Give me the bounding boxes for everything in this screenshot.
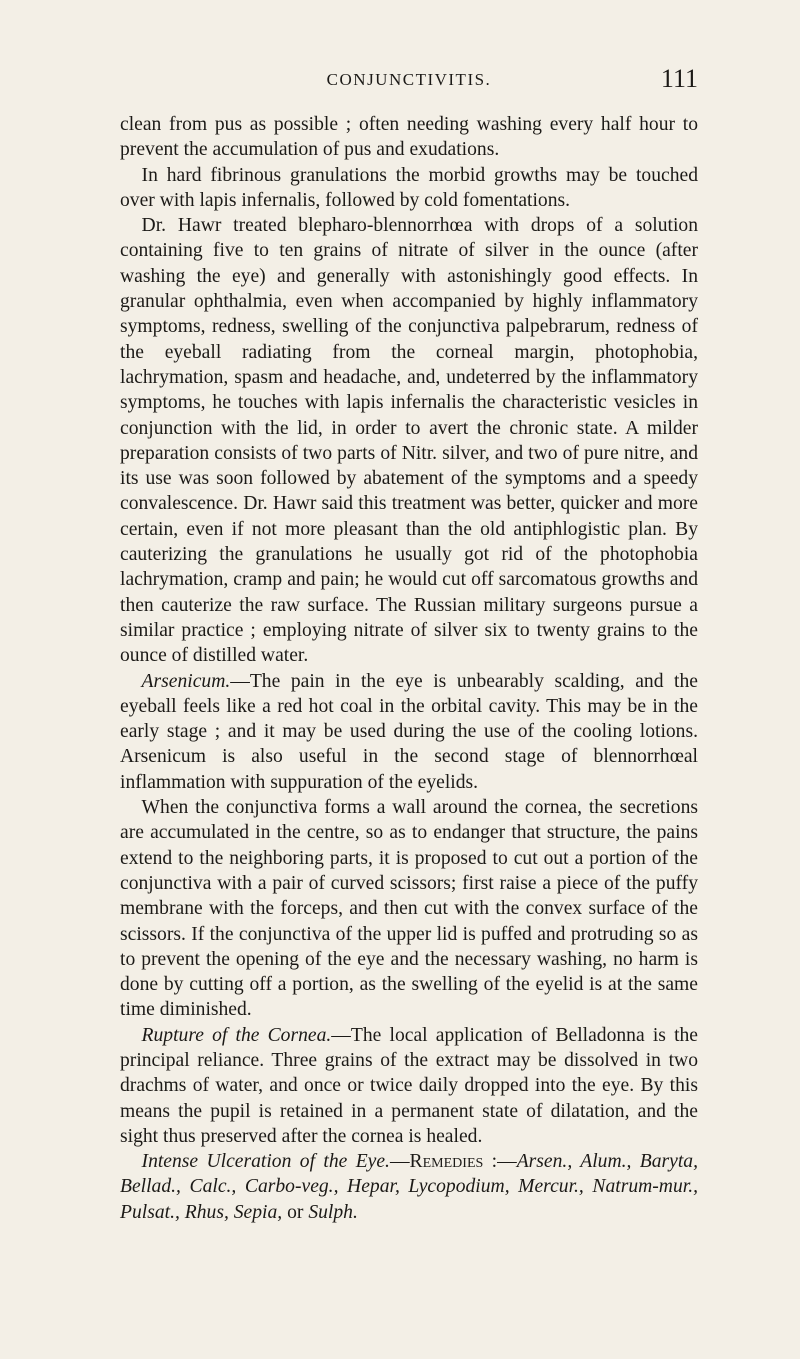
paragraph-dr-hawr (120, 213, 698, 668)
paragraph-lead-heading: Intense Ulceration of the Eye. (141, 1151, 390, 1173)
paragraph-arsenicum (120, 669, 698, 795)
paragraph-granulations (120, 163, 698, 214)
paragraph-text: When the conjunctiva forms a wall around the cornea, the secretions are accumulated in the centre, so as to endanger that structure, the pains extend to the neighboring parts, it is proposed to cut out a portion of the conjunctiva with a pair of curved scissors; first raise a piece of the puffy membrane with the forceps, and then cut with the convex surface of the scissors. If the conjunctiva of the upper lid is puffed and protruding so as to prevent the opening of the eye and the necessary washing, no harm is done by cutting off a portion, as the swelling of the eyelid is at the same time diminished. (120, 797, 698, 1021)
running-title: CONJUNCTIVITIS. (326, 70, 492, 89)
running-head (120, 64, 698, 94)
em-dash: — (389, 1151, 410, 1173)
paragraph-rupture-cornea (120, 1023, 698, 1149)
paragraph-conjunctiva-wall (120, 795, 698, 1023)
remedies-colon: :— (483, 1151, 517, 1173)
paragraph-lead-heading: Arsenicum. (141, 670, 231, 692)
remedies-label: Remedies (409, 1151, 484, 1173)
body-text (120, 112, 698, 1225)
paragraph-lead-heading: Rupture of the Cornea. (141, 1024, 332, 1046)
paragraph-continuation (120, 112, 698, 163)
page-number: 111 (660, 64, 698, 93)
paragraph-intense-ulceration (120, 1149, 698, 1225)
paragraph-text: clean from pus as possible ; often needing washing every half hour to prevent the accumulation of pus and exudations. (120, 114, 698, 161)
paragraph-text: In hard fibrinous granulations the morbid growths may be touched over with lapis infernalis, followed by cold fomentations. (120, 164, 698, 211)
remedies-conjunction: or (282, 1201, 309, 1223)
paragraph-text: —The local application of Belladonna is the principal reliance. Three grains of the extract may be dissolved in two drachms of water, and once or twice daily dropped into the eye. By this means the pupil is retained in a permanent state of dilatation, and the sight thus preserved after the cornea is healed. (120, 1024, 699, 1147)
remedies-list: Arsen., Alum., Baryta, Bellad., Calc., Carbo-veg., Hepar, Lycopodium, Mercur., Natrum-mur., Pulsat., Rhus, Sepia, (120, 1151, 698, 1223)
paragraph-text: Dr. Hawr treated blepharo-blennorrhœa with drops of a solution containing five to ten grains of nitrate of silver in the ounce (after washing the eye) and generally with astonishingly good effects. In granular ophthalmia, even when accompanied by highly inflammatory symptoms, redness, swelling of the conjunctiva palpebrarum, redness of the eyeball radiating from the corneal margin, photophobia, lachrymation, spasm and headache, and, undeterred by the inflammatory symptoms, he touches with lapis infernalis the characteristic vesicles in conjunction with the lid, in order to avert the chronic state. A milder preparation consists of two parts of Nitr. silver, and two of pure nitre, and its use was soon followed by abatement of the symptoms and a speedy convalescence. Dr. Hawr said this treatment was better, quicker and more certain, even if not more pleasant than the old antiphlogistic plan. By cauterizing the granulations he usually got rid of the photophobia lachrymation, cramp and pain; he would cut off sarcomatous growths and then cauterize the raw surface. The Russian military surgeons pursue a similar practice ; employing nitrate of silver six to twenty grains to the ounce of distilled water. (120, 215, 698, 667)
remedies-last: Sulph. (308, 1201, 358, 1223)
paragraph-text: —The pain in the eye is unbearably scalding, and the eyeball feels like a red hot coal in the orbital cavity. This may be in the early stage ; and it may be used during the use of the cooling lotions. Arsenicum is also useful in the second stage of blennorrhœal inflammation with suppuration of the eyelids. (120, 670, 698, 793)
